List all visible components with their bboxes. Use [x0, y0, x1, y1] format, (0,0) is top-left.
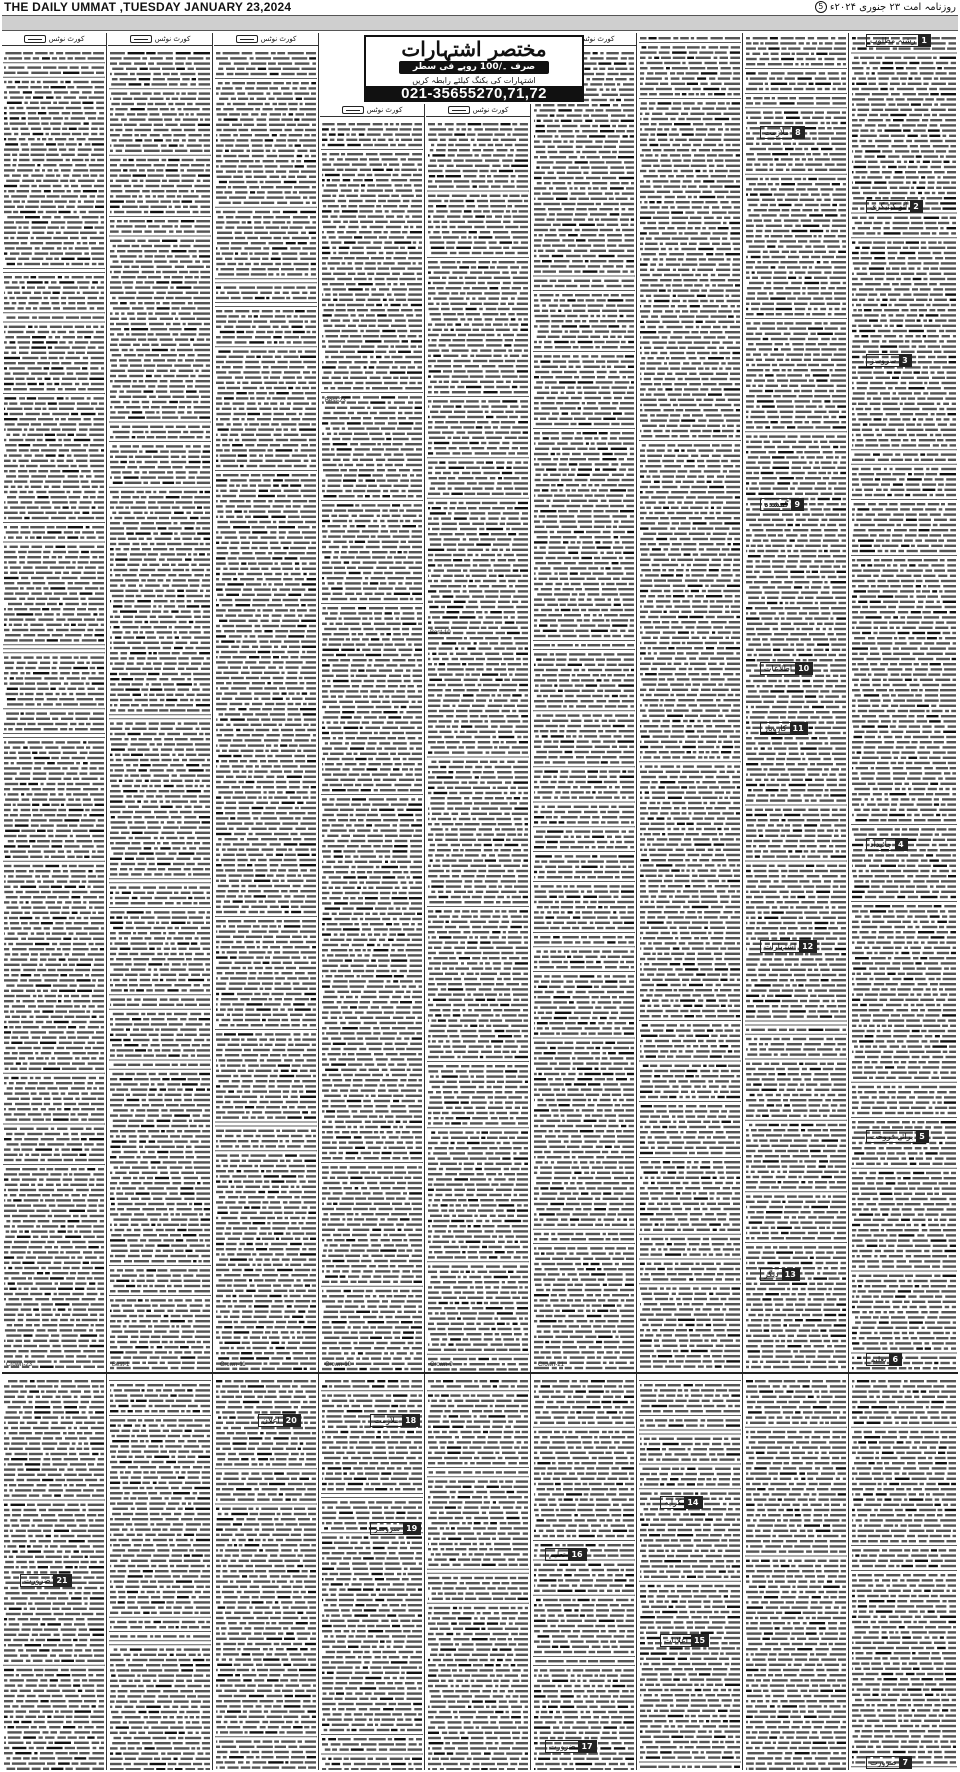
- classified-header-3: 3 سروسز: [866, 354, 912, 367]
- ad-reference-code: Crown-23: [6, 1362, 32, 1368]
- lower-text-block: [2, 1376, 106, 1770]
- classified-column-8: [744, 33, 848, 1371]
- scroll-icon: [236, 35, 258, 43]
- column-rule: [848, 33, 849, 1770]
- scroll-icon: [448, 106, 470, 114]
- court-notice-column-3: [214, 33, 318, 1371]
- classified-header-6: 6 تعلیم: [866, 1353, 902, 1366]
- lower-text-block: [108, 1376, 212, 1770]
- lower-column-3: [214, 1376, 318, 1770]
- classified-header-5: 5 برائے فروخت: [866, 1130, 929, 1143]
- scroll-icon: [130, 35, 152, 43]
- court-notice-header: کورٹ نوٹس: [2, 33, 106, 46]
- court-notice-text-block: [426, 119, 530, 1371]
- court-notice-text-block: [2, 48, 106, 1371]
- column-rule: [106, 33, 107, 1770]
- classified-header-21: 21 ضرورت: [20, 1574, 72, 1587]
- lower-text-block: [744, 1376, 848, 1770]
- classified-header-2: 2 آٹو کیٹیگری: [866, 200, 923, 213]
- classified-header-8: 8 ملازمت: [760, 126, 805, 139]
- lower-text-block: [320, 1376, 424, 1770]
- ad-reference-code: Crown-9: [430, 1362, 453, 1368]
- lower-column-6: [532, 1376, 636, 1770]
- lower-text-block: [426, 1376, 530, 1770]
- column-rule: [318, 33, 319, 1770]
- column-rule: [636, 33, 637, 1770]
- classified-column-7: [638, 33, 742, 1371]
- lower-column-8: [744, 1376, 848, 1770]
- classified-header-20: 20 اعلان: [258, 1414, 301, 1427]
- classified-header-15: 15 اعلانات: [660, 1634, 709, 1647]
- classified-text-block: [744, 33, 848, 1371]
- court-notice-text-block: [108, 48, 212, 1371]
- classified-column-9: [850, 33, 958, 1371]
- header-bar: [2, 15, 958, 31]
- classified-header-19: 19 سروسز: [370, 1522, 421, 1535]
- lower-text-block: [638, 1376, 742, 1770]
- court-notice-header: کورٹ نوٹس: [108, 33, 212, 46]
- classified-header-9: 9 گمشدہ: [760, 498, 804, 511]
- scroll-icon: [342, 106, 364, 114]
- court-notice-column-6: [532, 33, 636, 1371]
- classified-header-4: 4 جائیداد: [866, 838, 908, 851]
- scroll-icon: [24, 35, 46, 43]
- urdu-dateline: [815, 1, 956, 13]
- classified-header-7: 7 ضرورت: [866, 1756, 912, 1769]
- ad-reference-code: Best-10: [430, 630, 451, 636]
- ad-reference-code: Best-1: [112, 1362, 129, 1368]
- court-notice-text-block: [214, 48, 318, 1371]
- column-rule: [742, 33, 743, 1770]
- classified-header-11: 11 کاروبار: [760, 722, 808, 735]
- classified-header-16: 16 تعلیم: [545, 1548, 587, 1561]
- classified-header-1: 1 رشتہ مطلوب: [866, 34, 931, 47]
- court-notice-text-block: [532, 48, 636, 1371]
- court-notice-column-1: [2, 33, 106, 1371]
- classified-header-12: 12 اشتہارات: [760, 940, 817, 953]
- ad-title: مختصر اشتہارات: [366, 37, 582, 61]
- lower-column-1: [2, 1376, 106, 1770]
- lower-column-2: [108, 1376, 212, 1770]
- classified-header-14: 14 کرایہ: [660, 1496, 703, 1509]
- english-dateline: THE DAILY UMMAT ,TUESDAY JANUARY 23,2024: [4, 0, 291, 14]
- lower-text-block: [850, 1376, 958, 1770]
- column-rule: [530, 104, 531, 1770]
- court-notice-column-5: [426, 104, 530, 1371]
- ad-rate: صرف ۔/100 روپے فی سطر: [399, 61, 549, 74]
- section-divider: [2, 1372, 958, 1374]
- classified-text-block: [850, 33, 958, 1371]
- lower-text-block: [214, 1376, 318, 1770]
- classified-header-17: 17 ضرورت: [545, 1740, 597, 1753]
- page-number: 5: [815, 1, 827, 13]
- court-notice-header: کورٹ نوٹس: [214, 33, 318, 46]
- court-notice-header: کورٹ نوٹس: [426, 104, 530, 117]
- ad-reference-code: Crown-21: [538, 1362, 564, 1368]
- ad-phone: 021-35655270,71,72: [366, 86, 582, 102]
- ad-reference-code: Crown-10: [325, 1362, 351, 1368]
- ad-subtitle: اشتہارات کی بکنگ کیلئے رابطہ کریں: [366, 75, 582, 86]
- court-notice-column-2: [108, 33, 212, 1371]
- court-notice-header: کورٹ نوٹس: [320, 104, 424, 117]
- ad-reference-code: Crown-11: [220, 1362, 246, 1368]
- ad-reference-code: Best-23: [325, 398, 346, 404]
- lower-column-4: [320, 1376, 424, 1770]
- lower-column-7: [638, 1376, 742, 1770]
- classified-text-block: [638, 33, 742, 1371]
- column-rule: [424, 104, 425, 1770]
- lower-text-block: [532, 1376, 636, 1770]
- lower-column-5: [426, 1376, 530, 1770]
- lower-column-9: [850, 1376, 958, 1770]
- classified-ad-banner: [364, 35, 584, 102]
- masthead: [0, 0, 960, 14]
- court-notice-column-4: [320, 104, 424, 1371]
- column-rule: [212, 33, 213, 1770]
- classified-header-18: 18 ملازمت: [370, 1414, 420, 1427]
- court-notice-text-block: [320, 119, 424, 1371]
- classified-header-13: 13 دیگر: [760, 1268, 800, 1281]
- urdu-dateline-text: روزنامہ امت ۲۳ جنوری ۲۰۲۴ء: [830, 2, 956, 13]
- classified-header-10: 10 اطلاعات: [760, 662, 813, 675]
- court-notice-header: کورٹ نوٹس: [532, 33, 636, 46]
